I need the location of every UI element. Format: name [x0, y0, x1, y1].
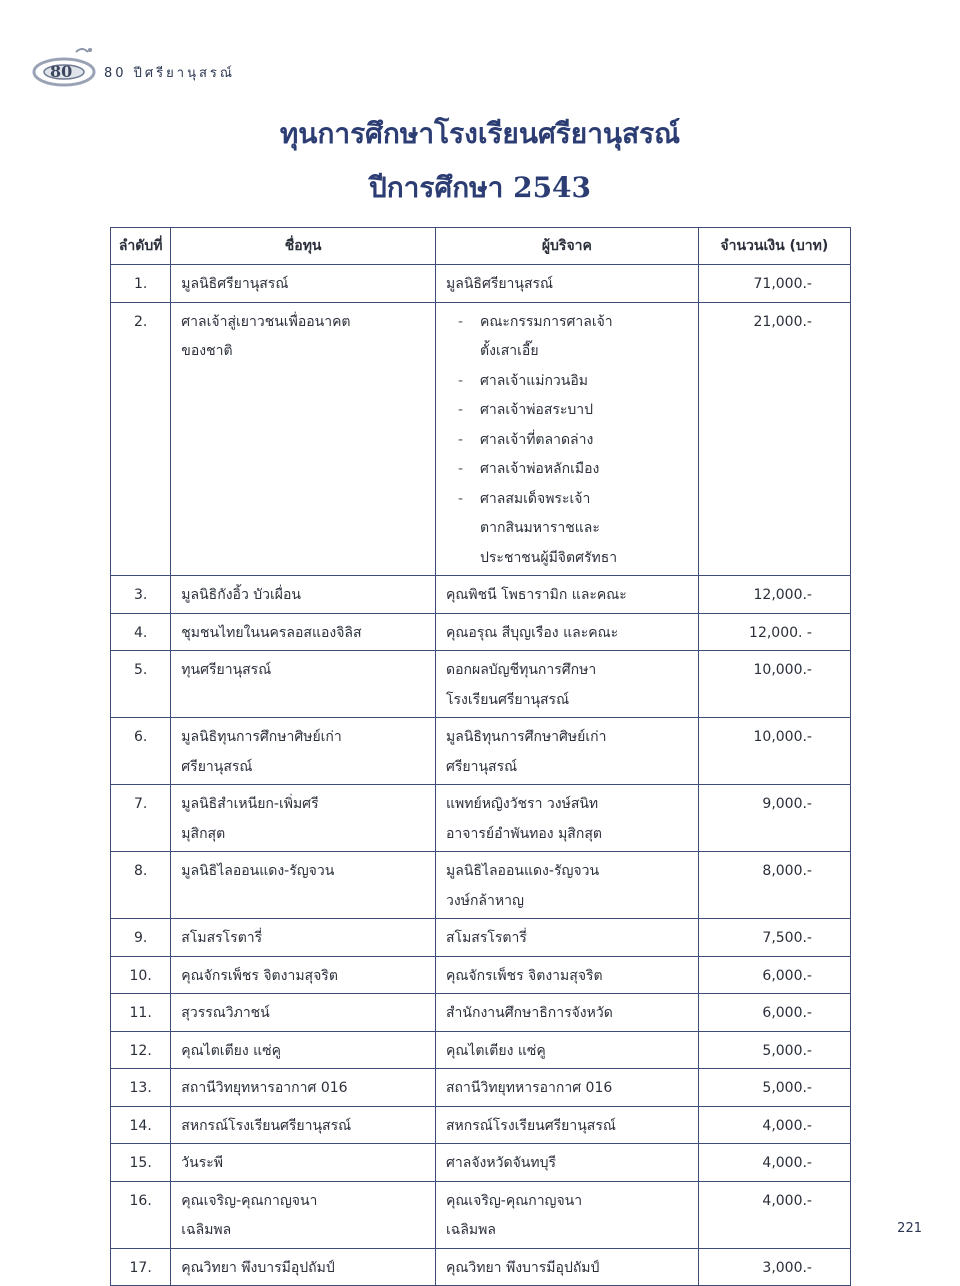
table-row — [111, 1069, 851, 1107]
donor-list-item: - ศาลเจ้าพ่อสระบาป — [452, 396, 690, 426]
donor-list-items — [446, 308, 690, 574]
amount: 7,500.- — [698, 919, 850, 957]
grant-name: ทุนศรียานุสรณ์ — [171, 651, 436, 718]
anniversary-logo-icon — [28, 42, 100, 88]
grant-name: สุวรรณวิภาชน์ — [171, 994, 436, 1032]
donor-list-item: - ศาลเจ้าที่ตลาดล่าง — [452, 426, 690, 456]
amount: 8,000.- — [698, 852, 850, 919]
row-number: 15. — [111, 1144, 171, 1182]
row-number: 6. — [111, 718, 171, 785]
table-row — [111, 1144, 851, 1182]
row-number: 14. — [111, 1106, 171, 1144]
column-header: จำนวนเงิน (บาท) — [698, 228, 850, 265]
row-number: 1. — [111, 265, 171, 303]
row-number: 2. — [111, 302, 171, 576]
donor: ดอกผลบัญชีทุนการศึกษา โรงเรียนศรียานุสรณ์ — [436, 651, 699, 718]
grant-name: มูลนิธิศรียานุสรณ์ — [171, 265, 436, 303]
donor: สโมสรโรตารี่ — [436, 919, 699, 957]
grant-name: มูลนิธิทุนการศึกษาศิษย์เก่า ศรียานุสรณ์ — [171, 718, 436, 785]
table-row — [111, 651, 851, 718]
grant-name: วันระพี — [171, 1144, 436, 1182]
row-number: 5. — [111, 651, 171, 718]
grant-name: คุณจักรเพ็ชร จิตงามสุจริต — [171, 956, 436, 994]
table-row — [111, 994, 851, 1032]
table-row — [111, 613, 851, 651]
scholarship-table — [110, 227, 851, 1286]
grant-name: มูลนิธิไลออนแดง-รัญจวน — [171, 852, 436, 919]
row-number: 12. — [111, 1031, 171, 1069]
table-row — [111, 1106, 851, 1144]
amount: 6,000.- — [698, 956, 850, 994]
donor: แพทย์หญิงวัชรา วงษ์สนิท อาจารย์อำพันทอง มุสิกสุต — [436, 785, 699, 852]
amount: 4,000.- — [698, 1144, 850, 1182]
grant-name: มูลนิธิสำเหนียก-เพิ่มศรี มุสิกสุต — [171, 785, 436, 852]
row-number: 4. — [111, 613, 171, 651]
grant-name: ชุมชนไทยในนครลอสแองจิลิส — [171, 613, 436, 651]
grant-name: สโมสรโรตารี่ — [171, 919, 436, 957]
amount: 4,000.- — [698, 1181, 850, 1248]
donor: คุณจักรเพ็ชร จิตงามสุจริต — [436, 956, 699, 994]
grant-name: คุณเจริญ-คุณกาญจนา เฉลิมพล — [171, 1181, 436, 1248]
table-row — [111, 302, 851, 576]
donor: สำนักงานศึกษาธิการจังหวัด — [436, 994, 699, 1032]
table-row — [111, 718, 851, 785]
row-number: 17. — [111, 1248, 171, 1286]
amount: 4,000.- — [698, 1106, 850, 1144]
row-number: 9. — [111, 919, 171, 957]
donor: คุณเจริญ-คุณกาญจนา เฉลิมพล — [436, 1181, 699, 1248]
amount: 12,000.- — [698, 576, 850, 614]
table-row — [111, 1181, 851, 1248]
amount: 3,000.- — [698, 1248, 850, 1286]
donor-list — [436, 302, 699, 576]
donor: มูลนิธิศรียานุสรณ์ — [436, 265, 699, 303]
row-number: 16. — [111, 1181, 171, 1248]
donor-list-item: - ศาลเจ้าแม่กวนอิม — [452, 367, 690, 397]
donor-list-item: - ศาลสมเด็จพระเจ้า ตากสินมหาราชและ ประชาชนผู้มีจิตศรัทธา — [452, 485, 690, 574]
row-number: 8. — [111, 852, 171, 919]
donor: คุณอรุณ สีบุญเรือง และคณะ — [436, 613, 699, 651]
amount: 9,000.- — [698, 785, 850, 852]
column-header: ผู้บริจาค — [436, 228, 699, 265]
donor: คุณพิชนี โพธารามิก และคณะ — [436, 576, 699, 614]
amount: 6,000.- — [698, 994, 850, 1032]
donor: มูลนิธิทุนการศึกษาศิษย์เก่า ศรียานุสรณ์ — [436, 718, 699, 785]
amount: 12,000. - — [698, 613, 850, 651]
row-number: 13. — [111, 1069, 171, 1107]
amount: 5,000.- — [698, 1069, 850, 1107]
row-number: 10. — [111, 956, 171, 994]
table-header-row — [111, 228, 851, 265]
donor-list-item: - ศาลเจ้าพ่อหลักเมือง — [452, 455, 690, 485]
row-number: 11. — [111, 994, 171, 1032]
header-text: 80 ปีศรียานุสรณ์ — [104, 66, 235, 81]
amount: 10,000.- — [698, 651, 850, 718]
page-header — [28, 42, 328, 92]
grant-name: ศาลเจ้าสู่เยาวชนเพื่ออนาคต ของชาติ — [171, 302, 436, 576]
donor: มูลนิธิไลออนแดง-รัญจวน วงษ์กล้าหาญ — [436, 852, 699, 919]
donor-list-item: - คณะกรรมการศาลเจ้า ตั้งเสาเอี๊ย — [452, 308, 690, 367]
grant-name: มูลนิธิกังอิ้ว บัวเผื่อน — [171, 576, 436, 614]
amount: 10,000.- — [698, 718, 850, 785]
page-number: 221 — [897, 1221, 922, 1236]
amount: 71,000.- — [698, 265, 850, 303]
row-number: 7. — [111, 785, 171, 852]
table-row — [111, 785, 851, 852]
donor: สหกรณ์โรงเรียนศรียานุสรณ์ — [436, 1106, 699, 1144]
grant-name: คุณวิทยา พึงบารมีอุปถัมป์ — [171, 1248, 436, 1286]
donor: สถานีวิทยุทหารอากาศ 016 — [436, 1069, 699, 1107]
amount: 5,000.- — [698, 1031, 850, 1069]
donor: คุณไตเตียง แซ่คู — [436, 1031, 699, 1069]
amount: 21,000.- — [698, 302, 850, 576]
grant-name: คุณไตเตียง แซ่คู — [171, 1031, 436, 1069]
page-subtitle: ปีการศึกษา 2543 — [368, 171, 592, 204]
svg-text:80: 80 — [50, 62, 73, 81]
table-row — [111, 852, 851, 919]
column-header: ลำดับที่ — [111, 228, 171, 265]
grant-name: สถานีวิทยุทหารอากาศ 016 — [171, 1069, 436, 1107]
table-row — [111, 956, 851, 994]
table-row — [111, 919, 851, 957]
page-title: ทุนการศึกษาโรงเรียนศรียานุสรณ์ — [279, 117, 681, 150]
table-row — [111, 576, 851, 614]
table-row — [111, 265, 851, 303]
donor: คุณวิทยา พึงบารมีอุปถัมป์ — [436, 1248, 699, 1286]
table-row — [111, 1031, 851, 1069]
row-number: 3. — [111, 576, 171, 614]
donor: ศาลจังหวัดจันทบุรี — [436, 1144, 699, 1182]
column-header: ชื่อทุน — [171, 228, 436, 265]
grant-name: สหกรณ์โรงเรียนศรียานุสรณ์ — [171, 1106, 436, 1144]
